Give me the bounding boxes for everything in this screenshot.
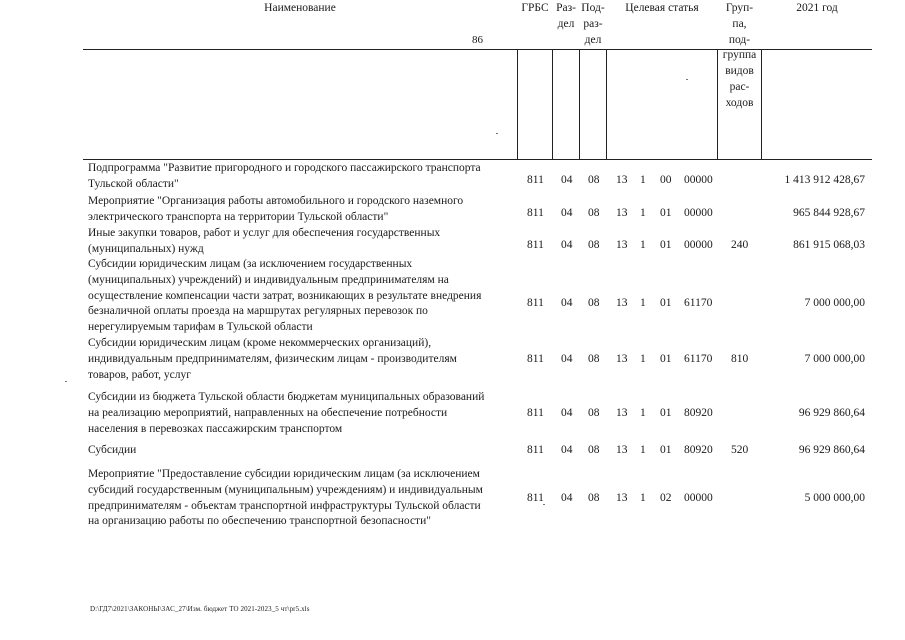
scan-speck [496, 133, 498, 134]
cell-t4: 00000 [684, 492, 713, 504]
header-name: Наименование [264, 2, 336, 14]
header-target: Целевая статья [625, 2, 699, 14]
row-name: Субсидии юридическим лицам (за исключением государственных (муниципальных) учреждений) и индивидуальным предпринимателям на осуществление компенсации части затрат, возникающих в результате внедрения безналичной оплаты проезда на маршрутах регулярных перевозок по нерегулируемым тарифам в Тульской области [88, 258, 482, 334]
cell-sum: 5 000 000,00 [804, 492, 865, 504]
cell-sum: 1 413 912 428,67 [784, 174, 865, 186]
cell-sum: 96 929 860,64 [798, 407, 865, 419]
cell-sum: 965 844 928,67 [793, 207, 865, 219]
cell-podrazdel: 08 [588, 407, 600, 419]
row-name: Субсидии юридическим лицам (кроме некоммерческих организаций), индивидуальным предпринимателям, физическим лицам - производителям товаров, работ, услуг [88, 337, 457, 381]
cell-t4: 80920 [684, 407, 713, 419]
cell-t2: 1 [640, 207, 646, 219]
cell-razdel: 04 [561, 174, 573, 186]
cell-sum: 861 915 068,03 [793, 239, 865, 251]
cell-podrazdel: 08 [588, 297, 600, 309]
row-name: Мероприятие "Предоставление субсидии юридическим лицам (за исключением субсидий государственным (муниципальным) учреждениям) и индивидуальным предпринимателям - объектам транспортной инфраструктуры Тульской области на организацию работы по обеспечению транспортной безопасности" [88, 468, 483, 528]
cell-podrazdel: 08 [588, 353, 600, 365]
cell-t3: 01 [660, 297, 672, 309]
page-number: 86 [472, 34, 483, 46]
cell-t3: 01 [660, 444, 672, 456]
row-name: Субсидии из бюджета Тульской области бюджетам муниципальных образований на реализацию мероприятий, направленных на обеспечение потребности населения в перевозках пассажирским транспортом [88, 391, 485, 435]
cell-t3: 01 [660, 207, 672, 219]
row-name: Иные закупки товаров, работ и услуг для обеспечения государственных (муниципальных) нужд [88, 227, 441, 255]
cell-t3: 01 [660, 353, 672, 365]
cell-razdel: 04 [561, 207, 573, 219]
file-path-footer: D:\ГД7\2021\ЗАКОНЫ\ЗАС_27\Изм. бюджет ТО 2021-2023_5 чт\pr5.xls [90, 605, 310, 613]
cell-t1: 13 [616, 297, 628, 309]
cell-t3: 02 [660, 492, 672, 504]
cell-grbs: 811 [527, 353, 544, 365]
cell-grbs: 811 [527, 239, 544, 251]
cell-t1: 13 [616, 444, 628, 456]
cell-t1: 13 [616, 207, 628, 219]
row-name: Подпрограмма "Развитие пригородного и городского пассажирского транспорта Тульской области" [88, 162, 481, 190]
cell-podrazdel: 08 [588, 239, 600, 251]
cell-grbs: 811 [527, 407, 544, 419]
cell-t4: 80920 [684, 444, 713, 456]
cell-t2: 1 [640, 407, 646, 419]
cell-razdel: 04 [561, 444, 573, 456]
cell-t2: 1 [640, 444, 646, 456]
cell-t4: 00000 [684, 239, 713, 251]
header-group: Груп- па, под- группа видов рас- ходов [722, 2, 757, 109]
cell-t1: 13 [616, 353, 628, 365]
header-razdel: Раз- дел [556, 2, 576, 30]
cell-t2: 1 [640, 174, 646, 186]
row-name: Субсидии [88, 444, 137, 456]
cell-group: 240 [731, 239, 749, 251]
cell-group: 520 [731, 444, 749, 456]
cell-t1: 13 [616, 492, 628, 504]
cell-t4: 61170 [684, 297, 713, 309]
cell-razdel: 04 [561, 353, 573, 365]
cell-razdel: 04 [561, 492, 573, 504]
cell-group: 810 [731, 353, 749, 365]
cell-podrazdel: 08 [588, 174, 600, 186]
cell-t1: 13 [616, 239, 628, 251]
cell-podrazdel: 08 [588, 444, 600, 456]
cell-t2: 1 [640, 297, 646, 309]
row-name: Мероприятие "Организация работы автомобильного и городского наземного электрического транспорта на территории Тульской области" [88, 195, 464, 223]
cell-razdel: 04 [561, 239, 573, 251]
cell-grbs: 811 [527, 444, 544, 456]
cell-podrazdel: 08 [588, 207, 600, 219]
header-grbs: ГРБС [521, 2, 549, 14]
cell-sum: 7 000 000,00 [804, 297, 865, 309]
scan-speck [686, 79, 688, 80]
cell-t1: 13 [616, 407, 628, 419]
cell-t3: 01 [660, 239, 672, 251]
cell-grbs: 811 [527, 207, 544, 219]
cell-t3: 01 [660, 407, 672, 419]
cell-podrazdel: 08 [588, 492, 600, 504]
cell-t2: 1 [640, 353, 646, 365]
scan-speck [65, 381, 67, 382]
cell-grbs: 811 [527, 492, 544, 504]
cell-t4: 00000 [684, 207, 713, 219]
cell-t3: 00 [660, 174, 672, 186]
cell-t1: 13 [616, 174, 628, 186]
cell-t4: 00000 [684, 174, 713, 186]
cell-sum: 96 929 860,64 [798, 444, 865, 456]
cell-t2: 1 [640, 492, 646, 504]
cell-razdel: 04 [561, 297, 573, 309]
cell-sum: 7 000 000,00 [804, 353, 865, 365]
header-podrazdel: Под- раз- дел [581, 2, 605, 46]
cell-grbs: 811 [527, 174, 544, 186]
cell-t4: 61170 [684, 353, 713, 365]
cell-razdel: 04 [561, 407, 573, 419]
cell-t2: 1 [640, 239, 646, 251]
header-year: 2021 год [796, 2, 838, 14]
cell-grbs: 811 [527, 297, 544, 309]
